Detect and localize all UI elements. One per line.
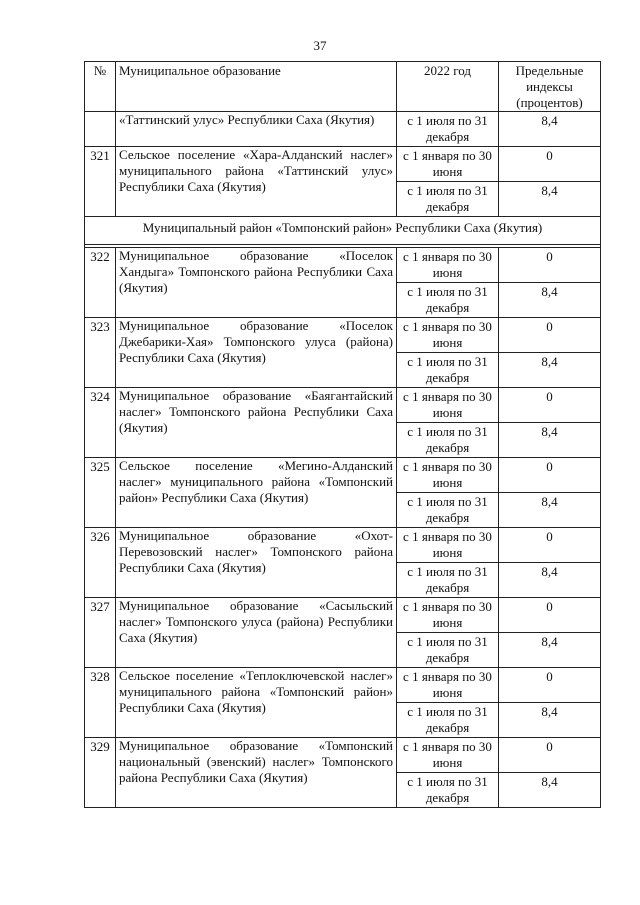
period-cell: с 1 января по 30 июня: [397, 318, 499, 353]
header-index: Предельные индексы (процентов): [499, 62, 601, 112]
table-row: [85, 528, 601, 563]
row-number: 326: [85, 528, 116, 598]
row-number: 325: [85, 458, 116, 528]
table-row: [85, 318, 601, 353]
municipality-name: Муниципальное образование «Баягантайский наслег» Томпонского района Республики Саха (Якутия): [116, 388, 397, 458]
table-row: [85, 668, 601, 703]
table-row: [85, 388, 601, 423]
index-value: 8,4: [499, 112, 601, 147]
period-cell: с 1 июля по 31 декабря: [397, 283, 499, 318]
period-cell: с 1 июля по 31 декабря: [397, 112, 499, 147]
row-number: 327: [85, 598, 116, 668]
period-cell: с 1 января по 30 июня: [397, 668, 499, 703]
header-municipality: Муниципальное образование: [116, 62, 397, 112]
period-cell: с 1 июля по 31 декабря: [397, 182, 499, 217]
table-row: [85, 248, 601, 283]
index-value: 8,4: [499, 283, 601, 318]
municipality-name: Муниципальное образование «Поселок Джебарики-Хая» Томпонского улуса (района) Республики Саха (Якутия): [116, 318, 397, 388]
index-value: 8,4: [499, 353, 601, 388]
municipality-name: Сельское поселение «Теплоключевской наслег» муниципального района «Томпонский район» Республики Саха (Якутия): [116, 668, 397, 738]
table-row: [85, 738, 601, 773]
index-value: 0: [499, 668, 601, 703]
period-cell: с 1 июля по 31 декабря: [397, 563, 499, 598]
index-value: 0: [499, 318, 601, 353]
period-cell: с 1 июля по 31 декабря: [397, 493, 499, 528]
municipality-name: «Таттинский улус» Республики Саха (Якутия): [116, 112, 397, 147]
header-number: №: [85, 62, 116, 112]
table-row-continuation: [85, 112, 601, 147]
index-value: 0: [499, 388, 601, 423]
period-cell: с 1 января по 30 июня: [397, 528, 499, 563]
index-value: 8,4: [499, 773, 601, 808]
district-heading-row: [85, 217, 601, 245]
period-cell: с 1 января по 30 июня: [397, 738, 499, 773]
municipality-name: Муниципальное образование «Охот-Перевозовский наслег» Томпонского района Республики Саха (Якутия): [116, 528, 397, 598]
period-cell: с 1 января по 30 июня: [397, 147, 499, 182]
index-value: 8,4: [499, 423, 601, 458]
index-value: 8,4: [499, 703, 601, 738]
period-cell: с 1 января по 30 июня: [397, 388, 499, 423]
index-value: 0: [499, 147, 601, 182]
municipality-rows: [85, 248, 601, 808]
municipality-name: Сельское поселение «Хара-Алданский наслег» муниципального района «Таттинский улус» Республики Саха (Якутия): [116, 147, 397, 217]
municipality-name: Муниципальное образование «Томпонский национальный (эвенский) наслег» Томпонского района Республики Саха (Якутия): [116, 738, 397, 808]
index-value: 8,4: [499, 563, 601, 598]
index-value: 8,4: [499, 493, 601, 528]
municipality-name: Муниципальное образование «Сасыльский наслег» Томпонского улуса (района) Республики Саха (Якутия): [116, 598, 397, 668]
header-year: 2022 год: [397, 62, 499, 112]
table-row: [85, 147, 601, 182]
district-heading: Муниципальный район «Томпонский район» Республики Саха (Якутия): [85, 217, 601, 245]
period-cell: с 1 июля по 31 декабря: [397, 703, 499, 738]
index-value: 0: [499, 528, 601, 563]
table-row: [85, 458, 601, 493]
municipality-name: Муниципальное образование «Поселок Хандыга» Томпонского района Республики Саха (Якутия): [116, 248, 397, 318]
period-cell: с 1 июля по 31 декабря: [397, 423, 499, 458]
table-row: [85, 598, 601, 633]
index-value: 0: [499, 458, 601, 493]
row-number-cell: [85, 112, 116, 147]
index-value: 8,4: [499, 182, 601, 217]
index-value: 0: [499, 598, 601, 633]
index-value: 0: [499, 248, 601, 283]
period-cell: с 1 января по 30 июня: [397, 458, 499, 493]
period-cell: с 1 января по 30 июня: [397, 248, 499, 283]
row-number: 322: [85, 248, 116, 318]
row-number: 328: [85, 668, 116, 738]
page-number: 37: [313, 38, 327, 53]
municipality-name: Сельское поселение «Мегино-Алданский наслег» муниципального района «Томпонский район» Республики Саха (Якутия): [116, 458, 397, 528]
index-value: 8,4: [499, 633, 601, 668]
tariff-index-table: [84, 61, 601, 808]
period-cell: с 1 июля по 31 декабря: [397, 353, 499, 388]
row-number: 329: [85, 738, 116, 808]
row-number: 321: [85, 147, 116, 217]
period-cell: с 1 января по 30 июня: [397, 598, 499, 633]
table-header-row: [85, 62, 601, 112]
index-value: 0: [499, 738, 601, 773]
period-cell: с 1 июля по 31 декабря: [397, 633, 499, 668]
period-cell: с 1 июля по 31 декабря: [397, 773, 499, 808]
row-number: 324: [85, 388, 116, 458]
row-number: 323: [85, 318, 116, 388]
